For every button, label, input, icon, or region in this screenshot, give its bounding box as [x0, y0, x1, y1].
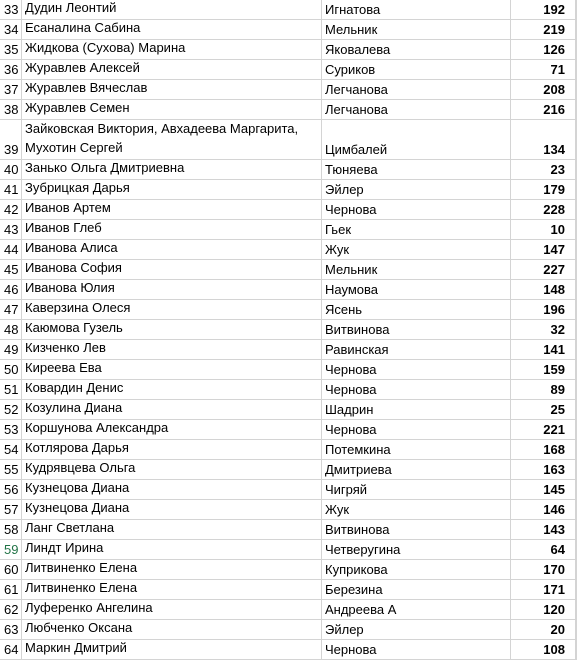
table-row [0, 20, 577, 40]
student-name-cell[interactable] [22, 300, 322, 319]
student-name-line: Журавлев Вячеслав [25, 80, 148, 95]
row-number-cell[interactable]: 39 [0, 120, 22, 159]
score-cell[interactable]: 32 [511, 320, 576, 339]
student-name-line: Кудрявцева Ольга [25, 460, 136, 475]
teacher-cell[interactable]: Березина [322, 580, 511, 599]
row-number-cell[interactable]: 50 [0, 360, 22, 379]
student-name-cell[interactable] [22, 200, 322, 219]
teacher-cell[interactable]: Витвинова [322, 320, 511, 339]
student-name-cell[interactable] [22, 220, 322, 239]
teacher-cell[interactable]: Наумова [322, 280, 511, 299]
table-row [0, 120, 577, 160]
score-cell[interactable]: 126 [511, 40, 576, 59]
student-name-cell[interactable] [22, 560, 322, 579]
table-row [0, 60, 577, 80]
table-row [0, 500, 577, 520]
score-cell[interactable]: 146 [511, 500, 576, 519]
student-name-line: Мухотин Сергей [25, 140, 123, 155]
teacher-cell[interactable]: Тюняева [322, 160, 511, 179]
student-name-cell[interactable] [22, 340, 322, 359]
student-name-line: Каюмова Гузель [25, 320, 123, 335]
teacher-cell[interactable]: Дмитриева [322, 460, 511, 479]
score-cell[interactable]: 141 [511, 340, 576, 359]
row-number-cell[interactable]: 58 [0, 520, 22, 539]
table-row [0, 560, 577, 580]
score-cell[interactable]: 163 [511, 460, 576, 479]
student-name-cell[interactable] [22, 120, 322, 159]
student-name-line: Журавлев Семен [25, 100, 130, 115]
row-number-cell[interactable]: 46 [0, 280, 22, 299]
table-row [0, 580, 577, 600]
table-row [0, 200, 577, 220]
student-name-cell[interactable] [22, 540, 322, 559]
student-name-line: Журавлев Алексей [25, 60, 140, 75]
row-number-cell[interactable]: 36 [0, 60, 22, 79]
row-number-cell[interactable]: 40 [0, 160, 22, 179]
row-number-cell[interactable]: 62 [0, 600, 22, 619]
student-name-cell[interactable] [22, 20, 322, 39]
teacher-cell[interactable]: Куприкова [322, 560, 511, 579]
student-name-cell[interactable] [22, 400, 322, 419]
teacher-cell[interactable]: Витвинова [322, 520, 511, 539]
row-number-cell[interactable]: 60 [0, 560, 22, 579]
student-name-line: Кузнецова Диана [25, 480, 130, 495]
teacher-cell[interactable]: Мельник [322, 260, 511, 279]
teacher-cell[interactable]: Четверугина [322, 540, 511, 559]
teacher-cell[interactable]: Чернова [322, 380, 511, 399]
table-row [0, 80, 577, 100]
score-cell[interactable]: 208 [511, 80, 576, 99]
table-row [0, 540, 577, 560]
student-name-cell[interactable] [22, 600, 322, 619]
row-number-cell[interactable]: 52 [0, 400, 22, 419]
row-number-cell[interactable]: 41 [0, 180, 22, 199]
teacher-cell[interactable]: Суриков [322, 60, 511, 79]
score-cell[interactable]: 227 [511, 260, 576, 279]
row-number-cell[interactable]: 37 [0, 80, 22, 99]
student-name-cell[interactable] [22, 160, 322, 179]
row-number-cell[interactable]: 59 [0, 540, 22, 559]
student-name-line: Маркин Дмитрий [25, 640, 127, 655]
teacher-cell[interactable]: Мельник [322, 20, 511, 39]
table-row [0, 0, 577, 20]
table-row [0, 300, 577, 320]
row-number-cell[interactable]: 51 [0, 380, 22, 399]
teacher-cell[interactable]: Шадрин [322, 400, 511, 419]
table-row [0, 400, 577, 420]
student-name-cell[interactable] [22, 240, 322, 259]
teacher-cell[interactable]: Потемкина [322, 440, 511, 459]
student-name-line: Литвиненко Елена [25, 560, 138, 575]
student-name-cell[interactable] [22, 280, 322, 299]
student-name-line: Котлярова Дарья [25, 440, 129, 455]
student-name-line: Иванова Юлия [25, 280, 115, 295]
score-cell[interactable]: 20 [511, 620, 576, 639]
table-row [0, 620, 577, 640]
row-number-cell[interactable]: 45 [0, 260, 22, 279]
student-name-cell[interactable] [22, 420, 322, 439]
teacher-cell[interactable]: Игнатова [322, 0, 511, 19]
student-name-line: Коршунова Александра [25, 420, 169, 435]
table-row [0, 440, 577, 460]
table-row [0, 280, 577, 300]
table-row [0, 600, 577, 620]
student-name-cell[interactable] [22, 480, 322, 499]
score-cell[interactable]: 159 [511, 360, 576, 379]
teacher-cell[interactable]: Чернова [322, 200, 511, 219]
table-row [0, 460, 577, 480]
row-number-cell[interactable]: 33 [0, 0, 22, 19]
score-cell[interactable]: 134 [511, 120, 576, 159]
score-cell[interactable]: 179 [511, 180, 576, 199]
table-row [0, 420, 577, 440]
student-name-cell[interactable] [22, 80, 322, 99]
student-name-cell[interactable] [22, 640, 322, 659]
table-row [0, 320, 577, 340]
table-row [0, 160, 577, 180]
row-number-cell[interactable]: 38 [0, 100, 22, 119]
table-row [0, 100, 577, 120]
student-name-cell[interactable] [22, 180, 322, 199]
teacher-cell[interactable]: Легчанова [322, 100, 511, 119]
row-number-cell[interactable]: 54 [0, 440, 22, 459]
row-number-cell[interactable]: 48 [0, 320, 22, 339]
student-name-line: Киреева Ева [25, 360, 102, 375]
student-name-line: Дудин Леонтий [25, 0, 117, 15]
row-number-cell[interactable]: 49 [0, 340, 22, 359]
table-row [0, 240, 577, 260]
student-name-cell[interactable] [22, 260, 322, 279]
student-name-line: Зайковская Виктория, Авхадеева Маргарита, [25, 121, 299, 136]
table-row [0, 180, 577, 200]
row-number-cell[interactable]: 42 [0, 200, 22, 219]
row-number-cell[interactable]: 64 [0, 640, 22, 659]
score-cell[interactable]: 148 [511, 280, 576, 299]
teacher-cell[interactable]: Жук [322, 240, 511, 259]
score-cell[interactable]: 228 [511, 200, 576, 219]
student-name-cell[interactable] [22, 520, 322, 539]
student-name-cell[interactable] [22, 60, 322, 79]
student-name-line: Любченко Оксана [25, 620, 133, 635]
teacher-cell[interactable]: Ясень [322, 300, 511, 319]
row-number-cell[interactable]: 43 [0, 220, 22, 239]
score-cell[interactable]: 171 [511, 580, 576, 599]
row-number-cell[interactable]: 47 [0, 300, 22, 319]
score-cell[interactable]: 71 [511, 60, 576, 79]
score-cell[interactable]: 196 [511, 300, 576, 319]
row-number-cell[interactable]: 34 [0, 20, 22, 39]
student-name-line: Кизченко Лев [25, 340, 106, 355]
student-name-line: Каверзина Олеся [25, 300, 131, 315]
table-row [0, 360, 577, 380]
score-cell[interactable]: 168 [511, 440, 576, 459]
score-cell[interactable]: 108 [511, 640, 576, 659]
student-name-line: Есаналина Сабина [25, 20, 141, 35]
teacher-cell[interactable]: Чернова [322, 420, 511, 439]
table-row [0, 220, 577, 240]
score-cell[interactable]: 89 [511, 380, 576, 399]
table-row [0, 520, 577, 540]
table-row [0, 260, 577, 280]
teacher-cell[interactable]: Эйлер [322, 180, 511, 199]
student-name-line: Козулина Диана [25, 400, 123, 415]
teacher-cell[interactable]: Чигряй [322, 480, 511, 499]
student-name-line: Иванова София [25, 260, 122, 275]
student-name-line: Кузнецова Диана [25, 500, 130, 515]
student-name-cell[interactable] [22, 580, 322, 599]
score-cell[interactable]: 216 [511, 100, 576, 119]
row-number-cell[interactable]: 44 [0, 240, 22, 259]
student-name-line: Иванова Алиса [25, 240, 118, 255]
score-cell[interactable]: 221 [511, 420, 576, 439]
student-name-cell[interactable] [22, 380, 322, 399]
student-name-cell[interactable] [22, 360, 322, 379]
teacher-cell[interactable]: Жук [322, 500, 511, 519]
score-cell[interactable]: 25 [511, 400, 576, 419]
score-cell[interactable]: 170 [511, 560, 576, 579]
row-number-cell[interactable]: 55 [0, 460, 22, 479]
student-name-line: Луференко Ангелина [25, 600, 153, 615]
score-cell[interactable]: 147 [511, 240, 576, 259]
teacher-cell[interactable]: Легчанова [322, 80, 511, 99]
student-name-cell[interactable] [22, 460, 322, 479]
score-cell[interactable]: 145 [511, 480, 576, 499]
teacher-cell[interactable]: Равинская [322, 340, 511, 359]
student-name-cell[interactable] [22, 440, 322, 459]
row-number-cell[interactable]: 35 [0, 40, 22, 59]
teacher-cell[interactable]: Чернова [322, 640, 511, 659]
teacher-cell[interactable]: Эйлер [322, 620, 511, 639]
teacher-cell[interactable]: Чернова [322, 360, 511, 379]
score-cell[interactable]: 143 [511, 520, 576, 539]
student-name-cell[interactable] [22, 0, 322, 19]
teacher-cell[interactable]: Андреева А [322, 600, 511, 619]
student-name-line: Иванов Глеб [25, 220, 102, 235]
student-name-cell[interactable] [22, 320, 322, 339]
score-cell[interactable]: 120 [511, 600, 576, 619]
row-number-cell[interactable]: 61 [0, 580, 22, 599]
student-name-line: Ланг Светлана [25, 520, 115, 535]
table-row [0, 480, 577, 500]
student-name-cell[interactable] [22, 100, 322, 119]
row-number-cell[interactable]: 57 [0, 500, 22, 519]
table-row [0, 340, 577, 360]
student-name-line: Ковардин Денис [25, 380, 124, 395]
student-name-line: Линдт Ирина [25, 540, 104, 555]
score-cell[interactable]: 64 [511, 540, 576, 559]
student-name-line: Зубрицкая Дарья [25, 180, 130, 195]
score-cell[interactable]: 23 [511, 160, 576, 179]
student-name-cell[interactable] [22, 500, 322, 519]
teacher-cell[interactable]: Яковалева [322, 40, 511, 59]
row-number-cell[interactable]: 56 [0, 480, 22, 499]
student-name-line: Литвиненко Елена [25, 580, 138, 595]
table-row [0, 380, 577, 400]
student-name-line: Занько Ольга Дмитриевна [25, 160, 185, 175]
score-cell[interactable]: 10 [511, 220, 576, 239]
table-row [0, 40, 577, 60]
table-row [0, 640, 577, 660]
teacher-cell[interactable]: Цимбалей [322, 120, 511, 159]
score-cell[interactable]: 219 [511, 20, 576, 39]
score-cell[interactable]: 192 [511, 0, 576, 19]
student-name-cell[interactable] [22, 620, 322, 639]
row-number-cell[interactable]: 63 [0, 620, 22, 639]
teacher-cell[interactable]: Гьек [322, 220, 511, 239]
student-name-line: Иванов Артем [25, 200, 111, 215]
student-name-cell[interactable] [22, 40, 322, 59]
row-number-cell[interactable]: 53 [0, 420, 22, 439]
student-name-line: Жидкова (Сухова) Марина [25, 40, 186, 55]
